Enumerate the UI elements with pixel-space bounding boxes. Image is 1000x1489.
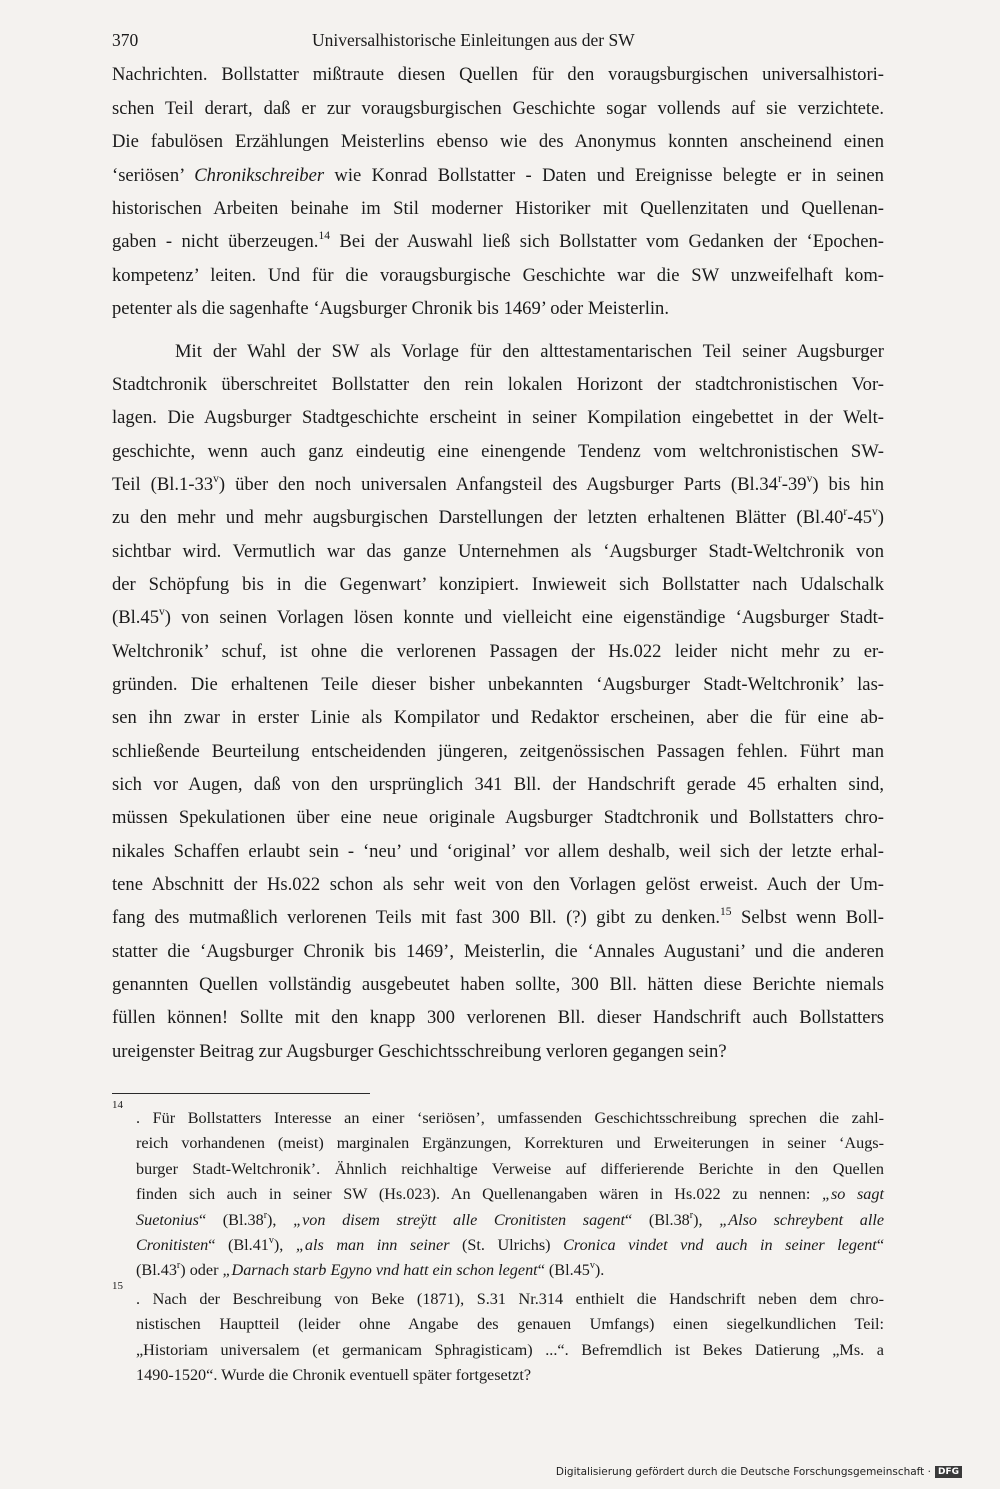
footnote-line: [136, 1313, 884, 1335]
text-segment: (St. Ulrichs): [449, 1236, 564, 1254]
italic-text: „von disem streÿtt alle Cronitisten sagent: [293, 1211, 626, 1229]
body-line: [112, 264, 884, 288]
text-segment: -45: [847, 507, 873, 528]
superscript-ref: 15: [720, 906, 732, 919]
text-segment: „Historiam universalem (et germanicam Sphragisticam) ...“. Befremdlich ist Bekes Datierung „Ms. a: [136, 1341, 884, 1359]
text-segment: gründen. Die erhaltenen Teile dieser bisher unbekannten ‘Augsburger Stadt-Weltchronik’ las-: [112, 674, 884, 695]
italic-text: Suetonius: [136, 1211, 199, 1229]
text-segment: “ (Bl.41: [208, 1236, 269, 1254]
page-footer: [556, 1466, 962, 1478]
text-segment: -39: [781, 474, 807, 495]
text-segment: Mit der Wahl der SW als Vorlage für den alttestamentarischen Teil seiner Augsburger: [175, 341, 884, 362]
body-line: [112, 906, 884, 930]
text-segment: fang des mutmaßlich verlorenen Teils mit fast 300 Bll. (?) gibt zu denken.: [112, 907, 721, 928]
body-line: [112, 673, 884, 697]
superscript-ref: v: [268, 1235, 274, 1247]
italic-text: „so sagt: [822, 1185, 884, 1203]
text-segment: zu den mehr und mehr augsburgischen Darstellungen der letzten erhaltenen Blätter (Bl.40: [112, 507, 844, 528]
text-segment: (Bl.43: [136, 1261, 177, 1279]
body-line: [112, 297, 884, 321]
text-segment: tene Abschnitt der Hs.022 schon als sehr weit von den Vorlagen gelöst erweist. Auch der Um-: [112, 874, 884, 895]
text-segment: Selbst wenn Boll-: [731, 907, 884, 928]
footnote-line: [136, 1364, 884, 1386]
text-segment: finden sich auch in seiner SW (Hs.023). An Quellenangaben wären in Hs.022 zu nennen:: [136, 1185, 822, 1203]
superscript-ref: r: [843, 506, 848, 519]
footnote-line: [136, 1234, 884, 1256]
text-segment: schen Teil derart, daß er zur voraugsburgischen Geschichte sogar vollends auf sie verzichtete.: [112, 98, 884, 119]
body-line: [112, 473, 884, 497]
superscript-ref: v: [589, 1260, 595, 1272]
body-line: [112, 773, 884, 797]
body-line: [112, 97, 884, 121]
superscript-ref: r: [689, 1210, 694, 1222]
text-segment: genannten Quellen vollständig ausgebeutet haben sollte, 300 Bll. hätten diese Berichte niemals: [112, 974, 884, 995]
body-line: [112, 540, 884, 564]
text-segment: kompetenz’ leiten. Und für die voraugsburgische Geschichte war die SW unzweifelhaft kom-: [112, 265, 884, 286]
text-segment: sen ihn zwar in erster Linie als Kompilator und Redaktor erscheinen, aber die für eine ab-: [112, 707, 884, 728]
text-segment: füllen können! Sollte mit den knapp 300 verlorenen Bll. dieser Handschrift auch Bollstatters: [112, 1007, 884, 1028]
text-segment: Weltchronik’ schuf, ist ohne die verlorenen Passagen der Hs.022 leider nicht mehr zu er-: [112, 641, 884, 662]
italic-text: „Darnach starb Egyno vnd hatt ein schon legent: [222, 1261, 538, 1279]
dfg-logo: DFG: [935, 1466, 962, 1478]
text-segment: wie Konrad Bollstatter - Daten und Ereignisse belegte er in seinen: [324, 165, 884, 186]
text-segment: Stadtchronik überschreitet Bollstatter den rein lokalen Horizont der stadtchronistischen Vor-: [112, 374, 884, 395]
body-line: [112, 706, 884, 730]
italic-text: Cronica vindet vnd auch in seiner legent: [563, 1236, 877, 1254]
text-segment: müssen Spekulationen über eine neue originale Augsburger Stadtchronik und Bollstatters chro-: [112, 807, 884, 828]
text-segment: statter die ‘Augsburger Chronik bis 1469’, Meisterlin, die ‘Annales Augustani’ und die anderen: [112, 941, 884, 962]
text-segment: ) über den noch universalen Anfangsteil des Augsburger Parts (Bl.34: [218, 474, 778, 495]
body-line: [112, 406, 884, 430]
text-segment: ureigenster Beitrag zur Augsburger Geschichtsschreibung verloren gegangen sein?: [112, 1041, 727, 1062]
text-segment: Bei der Auswahl ließ sich Bollstatter vom Gedanken der ‘Epochen-: [329, 231, 884, 252]
body-line: [112, 740, 884, 764]
superscript-ref: 14: [318, 230, 330, 243]
body-line: [112, 440, 884, 464]
text-segment: “ (Bl.38: [625, 1211, 690, 1229]
footnote-line: [136, 1209, 884, 1231]
text-segment: sich vor Augen, daß von den ursprünglich 341 Bll. der Handschrift gerade 45 erhalten sind,: [112, 774, 884, 795]
body-line: [112, 573, 884, 597]
body-line: [112, 197, 884, 221]
body-line: [112, 940, 884, 964]
page-number: 370: [112, 30, 139, 50]
text-segment: ) oder: [180, 1261, 223, 1279]
text-segment: (Bl.45: [112, 607, 160, 628]
text-segment: ).: [594, 1261, 605, 1279]
body-line: [112, 506, 884, 530]
footnote-line: [136, 1339, 884, 1361]
superscript-ref: r: [176, 1260, 181, 1272]
page-header: [112, 30, 884, 60]
text-segment: “: [876, 1236, 884, 1254]
text-segment: sichtbar wird. Vermutlich war das ganze Unternehmen als ‘Augsburger Stadt-Weltchronik von: [112, 541, 884, 562]
body-line: [112, 230, 884, 254]
body-line: [112, 1040, 884, 1064]
text-segment: ) von seinen Vorlagen lösen konnte und vielleicht eine eigenständige ‘Augsburger Stadt-: [164, 607, 884, 628]
text-segment: ),: [267, 1211, 294, 1229]
text-segment: . Nach der Beschreibung von Beke (1871), S.31 Nr.314 enthielt die Handschrift neben dem chro-: [136, 1290, 884, 1308]
running-title: Universalhistorische Einleitungen aus der SW: [312, 30, 635, 50]
text-segment: nikales Schaffen erlaubt sein - ‘neu’ und ‘original’ vor allem deshalb, weil sich der letzte erhal-: [112, 841, 884, 862]
text-segment: “ (Bl.45: [537, 1261, 590, 1279]
text-segment: ) bis hin: [812, 474, 884, 495]
text-segment: Nachrichten. Bollstatter mißtraute diesen Quellen für den voraugsburgischen universalhistori-: [112, 64, 884, 85]
text-segment: . Für Bollstatters Interesse an einer ‘seriösen’, umfassenden Geschichtsschreibung sprechen die zahl-: [136, 1109, 884, 1127]
body-line: [112, 606, 884, 630]
body-line: [112, 164, 884, 188]
body-line: [112, 373, 884, 397]
footnote-line: [136, 1132, 884, 1154]
text-segment: burger Stadt-Weltchronik’. Ähnlich reichhaltige Verweise auf differierende Berichte in den Quellen: [136, 1160, 884, 1178]
italic-text: Chronikschreiber: [194, 165, 325, 186]
text-segment: historischen Arbeiten beinahe im Stil moderner Historiker mit Quellenzitaten und Quellenan-: [112, 198, 884, 219]
text-segment: 1490-1520“. Wurde die Chronik eventuell später fortgesetzt?: [136, 1366, 532, 1384]
text-segment: geschichte, wenn auch ganz eindeutig eine einengende Tendenz vom weltchronistischen SW-: [112, 441, 884, 462]
superscript-ref: r: [263, 1210, 268, 1222]
superscript-ref: v: [806, 473, 813, 486]
text-segment: lagen. Die Augsburger Stadtgeschichte erscheint in seiner Kompilation eingebettet in der Welt-: [112, 407, 884, 428]
text-segment: ),: [693, 1211, 720, 1229]
text-segment: petenter als die sagenhafte ‘Augsburger Chronik bis 1469’ oder Meisterlin.: [112, 298, 669, 319]
body-line: [112, 973, 884, 997]
body-line: [112, 873, 884, 897]
superscript-ref: v: [159, 606, 165, 619]
text-segment: gaben - nicht überzeugen.: [112, 231, 319, 252]
text-segment: der Schöpfung bis in die Gegenwart’ konzipiert. Inwieweit sich Bollstatter nach Udalschalk: [112, 574, 884, 595]
footnote-line: [136, 1183, 884, 1205]
body-line: [112, 63, 884, 87]
text-segment: reich vorhandenen (meist) marginalen Ergänzungen, Korrekturen und Erweiterungen in seiner ‘Augs-: [136, 1134, 884, 1152]
superscript-ref: r: [777, 473, 782, 486]
text-segment: nistischen Hauptteil (leider ohne Angabe des genauen Umfangs) einen siegelkundlichen Teil:: [136, 1315, 884, 1333]
text-segment: Teil (Bl.1-33: [112, 474, 214, 495]
footnote-line: [136, 1158, 884, 1180]
italic-text: „Also schreybent alle: [719, 1211, 885, 1229]
body-line: [112, 1006, 884, 1030]
superscript-ref: v: [213, 473, 219, 486]
text-segment: Die fabulösen Erzählungen Meisterlins ebenso wie des Anonymus konnten anscheinend einen: [112, 131, 884, 152]
footnote-line: [136, 1288, 884, 1310]
footnote-line: [136, 1107, 884, 1129]
body-line: [175, 340, 884, 364]
footnote-separator: [112, 1093, 370, 1094]
superscript-ref: v: [872, 506, 878, 519]
text-segment: ),: [273, 1236, 296, 1254]
italic-text: „als man inn seiner: [295, 1236, 450, 1254]
footnote-line: [136, 1259, 884, 1281]
body-line: [112, 130, 884, 154]
text-segment: ‘seriösen’: [112, 165, 195, 186]
text-segment: “ (Bl.38: [198, 1211, 264, 1229]
body-line: [112, 806, 884, 830]
text-segment: ): [877, 507, 884, 528]
funding-note: Digitalisierung gefördert durch die Deutsche Forschungsgemeinschaft ·: [555, 1466, 931, 1478]
text-segment: schließende Beurteilung entscheidenden jüngeren, zeitgenössischen Passagen fehlen. Führt man: [112, 741, 884, 762]
body-line: [112, 640, 884, 664]
body-line: [112, 840, 884, 864]
italic-text: Cronitisten: [136, 1236, 209, 1254]
